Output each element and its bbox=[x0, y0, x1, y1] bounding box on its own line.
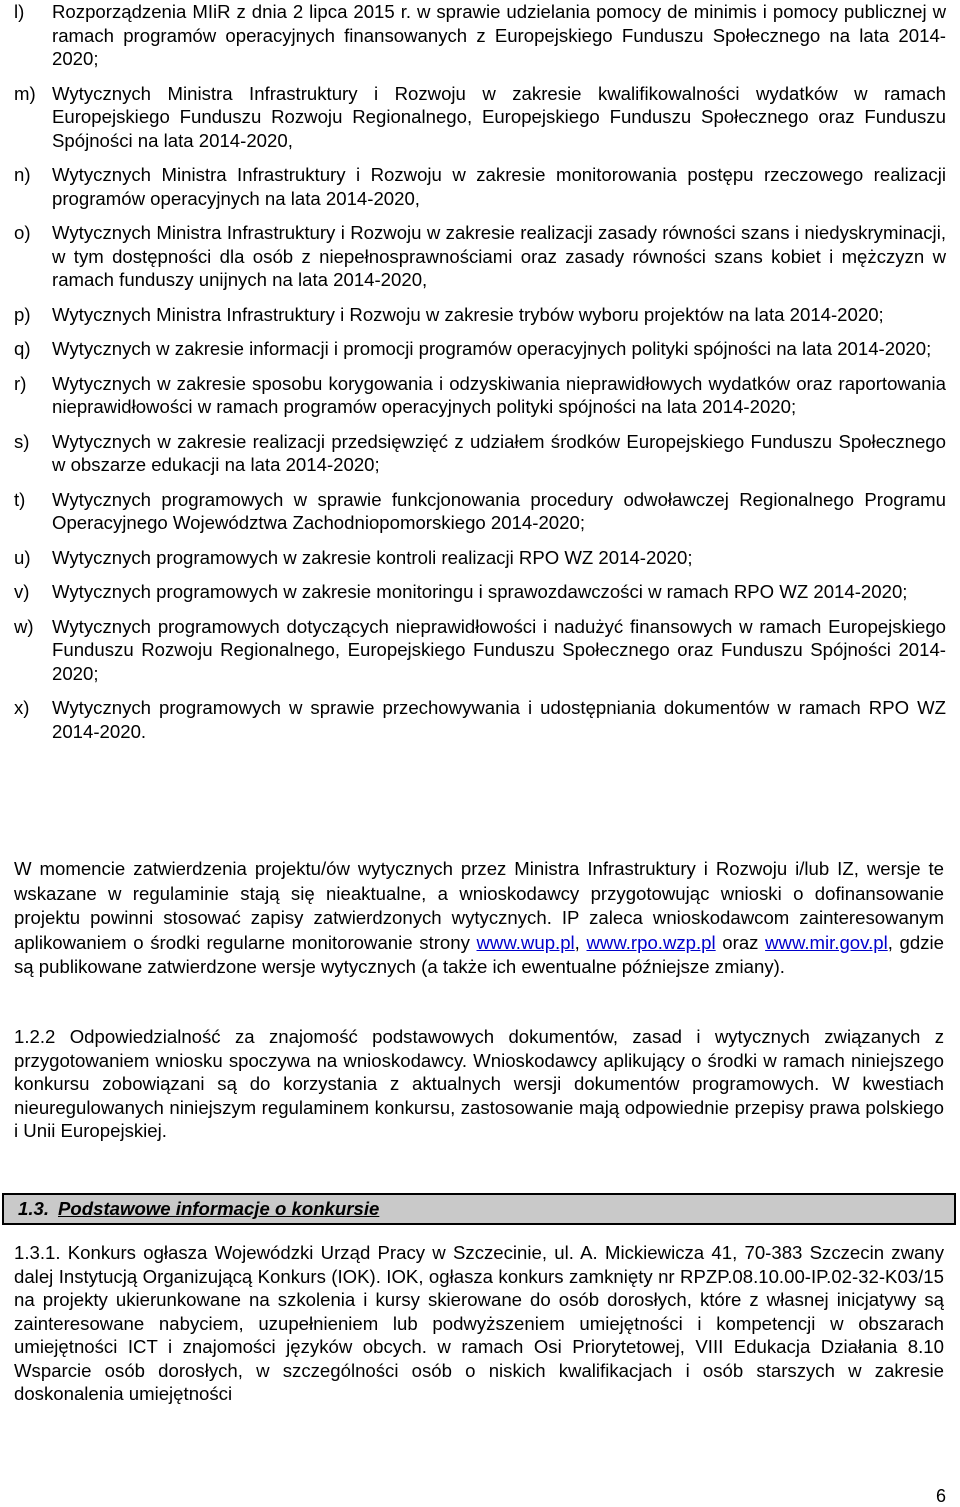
item-label: n) bbox=[14, 164, 31, 185]
responsibility-paragraph: 1.2.2 Odpowiedzialność za znajomość podstawowych dokumentów, zasad i wytycznych związanych z przygotowaniem wniosku spoczywa na wnioskodawcy. Wnioskodawcy aplikujący o środki w ramach niniejszego konkursu zobowiązani są do korzystania z aktualnych wersji dokumentów programowych. W kwestiach nieuregulowanych niniejszym regulaminem konkursu, zastosowanie mają odpowiednie przepisy prawa polskiego i Unii Europejskiej. bbox=[14, 1026, 944, 1141]
list-item bbox=[14, 303, 946, 327]
list-item bbox=[14, 372, 946, 419]
separator-text: oraz bbox=[715, 931, 766, 953]
list-item bbox=[14, 488, 946, 535]
list-item bbox=[14, 430, 946, 477]
item-label: w) bbox=[14, 615, 34, 637]
list-item bbox=[14, 580, 946, 604]
link-mir[interactable]: www.mir.gov.pl bbox=[765, 931, 888, 953]
item-label: p) bbox=[14, 303, 31, 325]
item-label: t) bbox=[14, 488, 26, 510]
link-wup[interactable]: www.wup.pl bbox=[476, 931, 575, 953]
item-label: s) bbox=[14, 430, 30, 452]
page-number: 6 bbox=[935, 1486, 946, 1506]
contest-info-paragraph: 1.3.1. Konkurs ogłasza Wojewódzki Urząd Pracy w Szczecinie, ul. A. Mickiewicza 41, 70-383 Szczecin zwany dalej Instytucją Organizującą Konkurs (IOK). IOK, ogłasza konkurs zamknięty nr RPZP.08.10.00-IP.02-32-K03/15 na projekty ukierunkowane na szkolenia i kursy skierowane do osób dorosłych, które z własnej inicjatywy są zainteresowane nabyciem, uzupełnieniem lub podwyższeniem umiejętności i kompetencji w obszarach umiejętności ICT i znajomości języków obcych. w ramach Osi Priorytetowej, VIII Edukacja Działania 8.10 Wsparcie osób dorosłych, w szczególności osób o niskich kwalifikacjach i osób starszych w zakresie doskonalenia umiejętności bbox=[14, 1242, 944, 1404]
item-text: Wytycznych programowych w zakresie kontroli realizacji RPO WZ 2014-2020; bbox=[52, 546, 693, 568]
paragraph-text: , gdzie są publikowane zatwierdzone wersje wytycznych (a także ich ewentualne późniejsze zmiany). bbox=[14, 931, 944, 977]
item-text: Wytycznych programowych w zakresie monitoringu i sprawozdawczości w ramach RPO WZ 2014-2020; bbox=[52, 581, 908, 602]
item-label: v) bbox=[14, 581, 30, 602]
section-heading bbox=[2, 1193, 956, 1225]
item-text: Wytycznych Ministra Infrastruktury i Rozwoju w zakresie realizacji zasady równości szans i niedyskryminacji, w tym dostępności dla osób z niepełnosprawnościami oraz zasady równości szans kobiet i mężczyzn w ramach funduszy unijnych na lata 2014-2020, bbox=[52, 222, 946, 290]
paragraph-text: W momencie zatwierdzenia projektu/ów wytycznych przez Ministra Infrastruktury i Rozwoju i/lub IZ, wersje te wskazane w regulaminie stają się nieaktualne, a wnioskodawcy przygotowując wnioski o dofinansowanie projektu powinni stosować zapisy zatwierdzonych wytycznych. IP zaleca wnioskodawcom zainteresowanym aplikowaniem o środki regularne monitorowanie strony bbox=[14, 858, 944, 953]
section-number: 1.3. bbox=[18, 1198, 50, 1219]
list-item bbox=[14, 163, 946, 210]
item-label: x) bbox=[14, 697, 30, 718]
item-text: Wytycznych programowych w sprawie przechowywania i udostępniania dokumentów w ramach RPO WZ 2014-2020. bbox=[52, 697, 946, 742]
item-text: Wytycznych programowych w sprawie funkcjonowania procedury odwoławczej Regionalnego Programu Operacyjnego Województwa Zachodniopomorskiego 2014-2020; bbox=[52, 488, 946, 533]
item-label: r) bbox=[14, 372, 27, 394]
list-item bbox=[14, 0, 946, 71]
item-label: q) bbox=[14, 338, 31, 359]
item-label: u) bbox=[14, 546, 31, 568]
separator-text: , bbox=[574, 931, 587, 953]
list-item bbox=[14, 82, 946, 153]
item-label: m) bbox=[14, 82, 36, 104]
list-item bbox=[14, 546, 946, 570]
item-text: Rozporządzenia MIiR z dnia 2 lipca 2015 r. w sprawie udzielania pomocy de minimis i pomocy publicznej w ramach programów operacyjnych finansowanych z Europejskiego Funduszu Społecznego na lata 2014-2020; bbox=[52, 1, 946, 69]
item-text: Wytycznych Ministra Infrastruktury i Rozwoju w zakresie trybów wyboru projektów na lata 2014-2020; bbox=[52, 303, 884, 325]
item-text: Wytycznych w zakresie sposobu korygowania i odzyskiwania nieprawidłowych wydatków oraz raportowania nieprawidłowości w ramach programów operacyjnych polityki spójności na lata 2014-2020; bbox=[52, 372, 946, 417]
list-item bbox=[14, 337, 946, 361]
item-label: l) bbox=[14, 1, 25, 22]
link-rpo-wzp[interactable]: www.rpo.wzp.pl bbox=[586, 931, 716, 953]
regulations-list bbox=[14, 0, 946, 743]
list-item bbox=[14, 696, 946, 743]
list-item bbox=[14, 615, 946, 686]
item-text: Wytycznych w zakresie realizacji przedsięwzięć z udziałem środków Europejskiego Funduszu Społecznego w obszarze edukacji na lata 2014-2020; bbox=[52, 430, 946, 475]
guidelines-paragraph bbox=[14, 857, 944, 980]
item-text: Wytycznych programowych dotyczących nieprawidłowości i nadużyć finansowych w ramach Europejskiego Funduszu Rozwoju Regionalnego, Europejskiego Funduszu Społecznego oraz Funduszu Spójności 2014-2020; bbox=[52, 615, 946, 684]
section-title: Podstawowe informacje o konkursie bbox=[58, 1198, 380, 1219]
item-text: Wytycznych Ministra Infrastruktury i Rozwoju w zakresie kwalifikowalności wydatków w ramach Europejskiego Funduszu Rozwoju Regionalnego, Europejskiego Funduszu Społecznego oraz Funduszu Spójności na lata 2014-2020, bbox=[52, 82, 946, 151]
item-label: o) bbox=[14, 222, 31, 243]
list-item bbox=[14, 221, 946, 292]
item-text: Wytycznych Ministra Infrastruktury i Rozwoju w zakresie monitorowania postępu rzeczowego realizacji programów operacyjnych na lata 2014-2020, bbox=[52, 164, 946, 209]
item-text: Wytycznych w zakresie informacji i promocji programów operacyjnych polityki spójności na lata 2014-2020; bbox=[52, 338, 932, 359]
